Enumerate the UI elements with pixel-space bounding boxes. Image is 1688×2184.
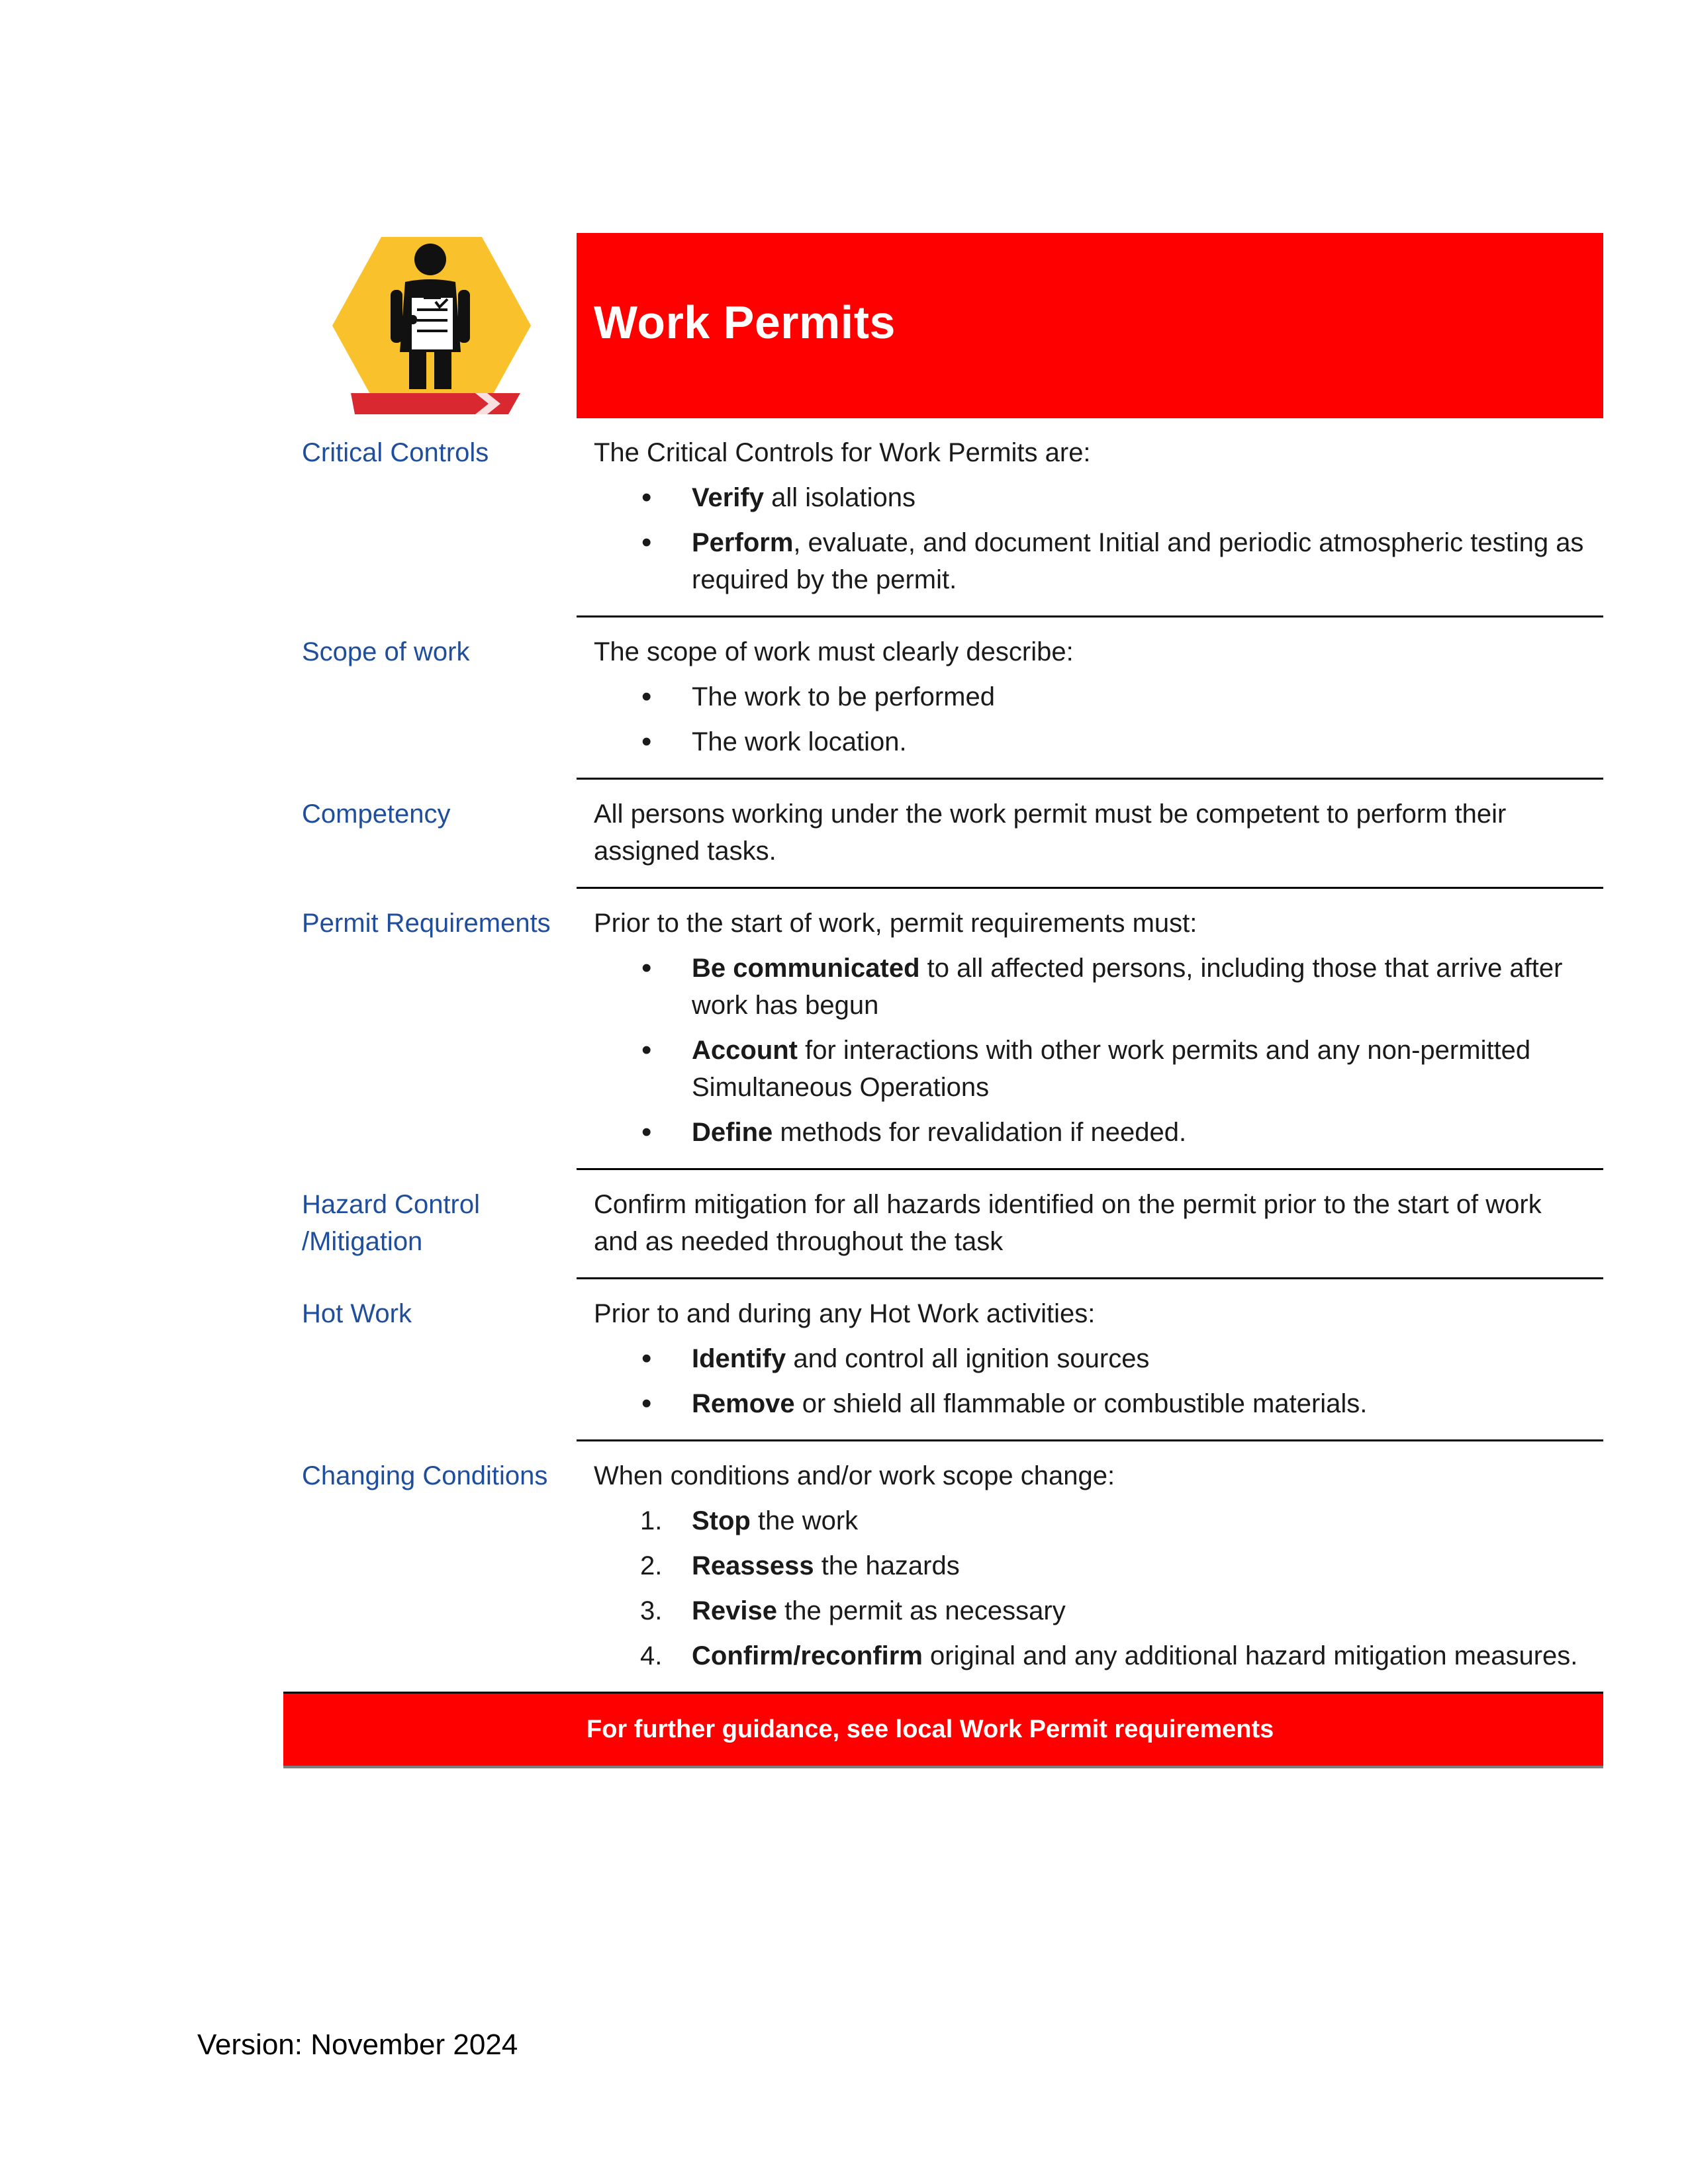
list-number: 1. — [640, 1506, 663, 1535]
sections-table — [283, 418, 1603, 1692]
list-item-text: The work location. — [692, 727, 907, 756]
list-item — [594, 678, 1590, 715]
section-content — [577, 780, 1603, 889]
section-intro: Prior to and during any Hot Work activities: — [594, 1299, 1096, 1328]
list-item-keyword: Be communicated — [692, 954, 920, 983]
list-item-text: and control all ignition sources — [786, 1344, 1150, 1373]
section-content — [577, 1279, 1603, 1441]
section-row — [283, 1279, 1603, 1441]
list-item-text: the work — [750, 1506, 859, 1535]
list-item-text: all isolations — [763, 483, 915, 512]
header — [283, 233, 1603, 418]
list-number: 3. — [640, 1596, 663, 1625]
list-item-keyword: Stop — [692, 1506, 751, 1535]
bullet-list — [594, 1340, 1590, 1422]
section-content — [577, 1441, 1603, 1692]
list-item — [594, 1114, 1590, 1151]
list-item — [594, 1032, 1590, 1106]
list-item — [594, 1592, 1590, 1629]
page-title: Work Permits — [594, 296, 896, 348]
list-item — [594, 1547, 1590, 1584]
list-item — [594, 1340, 1590, 1377]
section-intro: The scope of work must clearly describe: — [594, 637, 1074, 666]
section-row — [283, 1441, 1603, 1692]
section-row — [283, 1170, 1603, 1279]
list-item-text: , evaluate, and document Initial and periodic atmospheric testing as required by the permit. — [692, 528, 1584, 594]
list-item-keyword: Revise — [692, 1596, 777, 1625]
section-content — [577, 617, 1603, 780]
list-item-text: the hazards — [814, 1551, 960, 1580]
section-label: Changing Conditions — [302, 1461, 548, 1490]
list-item-keyword: Reassess — [692, 1551, 814, 1580]
list-item — [594, 1502, 1590, 1539]
list-item-text: original and any additional hazard mitigation measures. — [922, 1641, 1578, 1670]
section-intro: Confirm mitigation for all hazards identified on the permit prior to the start of work and as needed throughout the task — [594, 1190, 1542, 1256]
numbered-list — [594, 1502, 1590, 1674]
list-item — [594, 950, 1590, 1024]
worker-permit-icon — [331, 236, 532, 416]
section-intro: When conditions and/or work scope change: — [594, 1461, 1115, 1490]
bullet-list — [594, 479, 1590, 598]
section-intro: Prior to the start of work, permit requirements must: — [594, 909, 1197, 938]
section-row — [283, 617, 1603, 780]
list-item-text: The work to be performed — [692, 682, 995, 711]
section-label: Critical Controls — [302, 438, 489, 467]
bullet-list — [594, 950, 1590, 1151]
list-item-keyword: Remove — [692, 1389, 795, 1418]
list-item-text: to all affected persons, including those that arrive after work has begun — [692, 954, 1563, 1020]
list-item-keyword: Account — [692, 1036, 798, 1065]
section-label: Hot Work — [302, 1299, 412, 1328]
section-label: Scope of work — [302, 637, 470, 666]
section-row — [283, 780, 1603, 889]
footer-banner — [283, 1692, 1603, 1768]
footer-text: For further guidance, see local Work Permit requirements — [586, 1715, 1274, 1743]
list-item — [594, 1385, 1590, 1422]
section-label: Hazard Control /Mitigation — [302, 1190, 481, 1256]
list-item-text: for interactions with other work permits and any non-permitted Simultaneous Operations — [692, 1036, 1531, 1102]
list-item-keyword: Define — [692, 1118, 773, 1147]
list-item-text: methods for revalidation if needed. — [773, 1118, 1187, 1147]
list-item-keyword: Identify — [692, 1344, 786, 1373]
list-number: 2. — [640, 1551, 663, 1580]
section-intro: All persons working under the work permit must be competent to perform their assigned tasks. — [594, 799, 1507, 866]
bullet-list — [594, 678, 1590, 760]
section-content — [577, 418, 1603, 617]
section-content — [577, 889, 1603, 1170]
list-number: 4. — [640, 1641, 663, 1670]
section-label: Competency — [302, 799, 451, 829]
title-banner — [577, 233, 1603, 418]
version-text: Version: November 2024 — [197, 2028, 518, 2061]
work-permits-sheet — [283, 233, 1603, 1768]
section-row — [283, 418, 1603, 617]
list-item-text: the permit as necessary — [776, 1596, 1066, 1625]
list-item-keyword: Confirm/reconfirm — [692, 1641, 923, 1670]
list-item — [594, 524, 1590, 598]
list-item — [594, 1637, 1590, 1674]
list-item-text: or shield all flammable or combustible materials. — [794, 1389, 1368, 1418]
list-item-keyword: Verify — [692, 483, 764, 512]
section-label: Permit Requirements — [302, 909, 551, 938]
section-content — [577, 1170, 1603, 1279]
section-row — [283, 889, 1603, 1170]
list-item — [594, 479, 1590, 516]
list-item-keyword: Perform — [692, 528, 794, 557]
section-intro: The Critical Controls for Work Permits are: — [594, 438, 1091, 467]
list-item — [594, 723, 1590, 760]
